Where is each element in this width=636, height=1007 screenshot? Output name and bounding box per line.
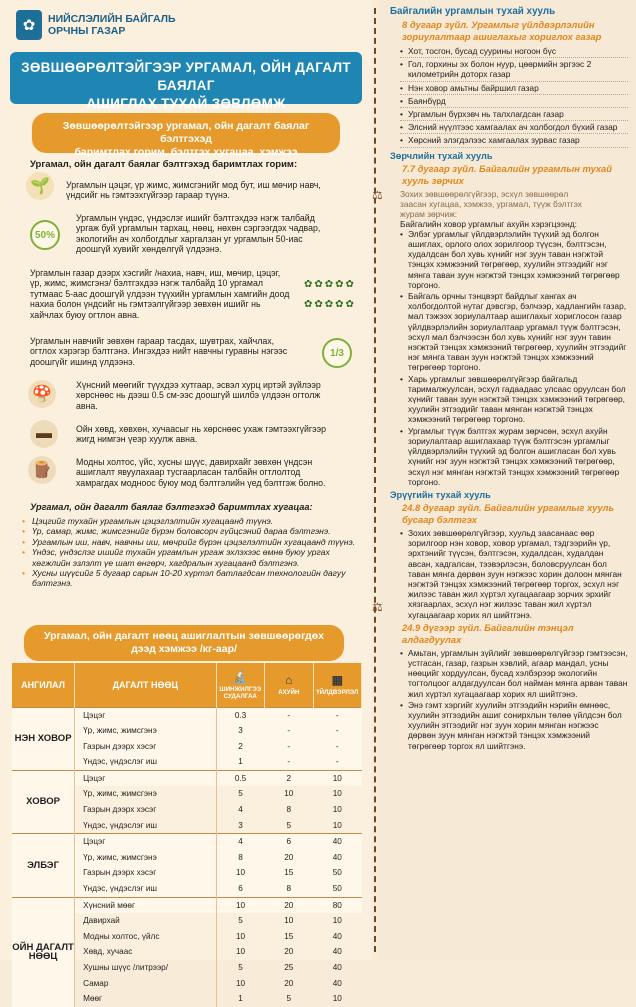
logo-line1: НИЙСЛЭЛИЙН БАЙГАЛЬ <box>48 13 176 25</box>
category-cell: ОЙН ДАГАЛТ НӨӨЦ <box>12 897 75 1007</box>
col-category: АНГИЛАЛ <box>12 663 75 707</box>
regime-heading: Ургамал, ойн дагалт баялаг бэлтгэхэд баримтлах горим: <box>30 159 298 170</box>
household-value: 6 <box>265 834 313 850</box>
resource-cell: Модны холтос, үйлс <box>75 929 216 945</box>
research-value: 4 <box>238 805 243 815</box>
household-value: 8 <box>286 805 292 815</box>
list-item: • Энэ гэмт хэргийг хуулийн этгээдийн нэрийн өмнөөс, хуулийн этгээдийн ашиг сонирхлын төлөө үйлдсэн бол хуулийн этгээдийг нэг зуун хорин мянган нэгжээс дөрвөн зуун мянган нэгжтэй тэнцэх хэмжээний төгрөгөөр торгох ял шийтгэнэ. <box>400 700 628 751</box>
list-item: • Зохих зөвшөөрөлгүйгээр, хуульд заасанаас өөр зорилгоор нэн ховор, ховор ургамал, тэдгээрийн үр, эрхтэнийг түүсэн, бэлтгэсэн, худалдсан, худалдан авсан, хадгалсан, тээвэрлэсэн, боловсруулсан бол таван мянга дөрвөн зуун нэгжээс хорин долоон мянган нэгжтэй тэнцэх хэмжээний төгрөгөөр торгох, эсхүл нэг жилээс таван жил хүртэл хугацаагаар зорчих эрхийг хязгаарлах, эсхүл нэг жилээс таван жил хүртэл хугацаагаар хорих ял шийтгэнэ. <box>400 528 628 620</box>
gavel-icon: ⚖ <box>372 188 383 202</box>
research-value: 8 <box>238 852 243 862</box>
resource-cell: Хөвд, хучаас <box>75 944 216 960</box>
industry-value: 10 <box>313 770 362 786</box>
research-value: 5 <box>238 789 243 799</box>
table-row <box>12 770 362 786</box>
resource-cell: Газрын дээрх хэсэг <box>75 802 216 818</box>
research-value: 2 <box>238 741 243 751</box>
industry-value: 40 <box>313 834 362 850</box>
industry-value: 40 <box>332 931 342 941</box>
article-248-title: 24.8 дугаар зүйл. Байгалийн ургамлыг хууль <box>402 501 615 513</box>
rules-heading: Ургамал, ойн дагалт баялаг бэлтгэхэд баримтлах хугацаа: <box>30 502 313 512</box>
emblem-icon: ✿ <box>16 10 42 40</box>
household-value: - <box>287 741 291 751</box>
research-value: 3 <box>238 726 243 736</box>
article-77-note: Зохих зөвшөөрөлгүйгээр, эсхүл зөвшөөрөл заасан хугацаа, хэмжээ, ургамал, түүж бэлтгэх журам зөрчиж: <box>400 188 582 219</box>
list-item: • Үндэс, үндэслэг ишийг тухайн ургамлын ургаж эхлэхээс өмнө буюу ургах хөгжлийн эзлэлт үе шат өнгөрч, хагдралын хугацаанд бэлтгэнэ. <box>22 547 362 568</box>
resource-cell: Үндэс, үндэслэг иш <box>75 754 216 770</box>
rule-paragraph-3: Ургамлын газар дээрх хэсгийг /нахиа, навч, иш, мөчир, цэцэг, үр, жимс, жимсгэнэ/ бэлтгэхдээ нэгж талбайд 10 ургамал тутмааc 5-аас доошгүй үлдээн түүхийн ургамлын хамгийн доод нахиа болон үндсийг нь гэмтээлгүйгээр зөвхөн ишийг нь хайчлах буюу огтлон авна. <box>30 268 290 320</box>
resource-cell: Давирхай <box>75 913 216 929</box>
list-item: • Харь ургамлыг зөвшөөрөлгүйгээр байгальд тарималжуулсан, эсхүл гадаадаас улсаас оруулсан бол хүнийг таван зуун нэгжтэй тэнцэх хэмжээний төгрөгөөр, хуулийн этгээдийг таван мянган нэгжтэй тэнцэх хэмжээний төгрөгөөр торгоно. <box>400 374 628 425</box>
main-title-banner <box>10 52 362 111</box>
resource-cell: Газрын дээрх хэсэг <box>75 739 216 755</box>
list-item: • Хөрсний элэгдэлээс хамгаалах зурвас газар <box>400 134 628 147</box>
industry-value: - <box>335 741 339 751</box>
industry-value: - <box>313 707 362 723</box>
research-value: 10 <box>235 931 246 941</box>
industry-value: 40 <box>332 852 342 862</box>
industry-value: 50 <box>332 884 342 894</box>
industry-value: 10 <box>332 805 342 815</box>
plant-seedling-icon: 🌱 <box>26 172 54 200</box>
article-249-title: 24.9 дүгээр зүйл. Байгалийн тэнцэл <box>402 621 574 633</box>
research-value: 3 <box>238 820 243 830</box>
resource-cell: Цэцэг <box>75 707 216 723</box>
industry-value: 40 <box>332 947 342 957</box>
article-77-title: 7.7 дугаар зүйл. Байгалийн ургамлын тухай <box>402 162 612 174</box>
household-value: 10 <box>284 916 294 926</box>
resource-cell: Самар <box>75 976 216 992</box>
column-divider <box>374 8 376 952</box>
household-value: 5 <box>286 820 292 830</box>
main-title-line2: АШИГЛАХ ТУХАЙ ЗӨВЛӨМЖ <box>86 96 286 111</box>
rule-paragraph-4: Ургамлын навчийг зөвхөн гараар тасдах, шувтрах, хайчлах, огтлох хэрэгэр бэлтгэнэ. Ингэхдээ нийт навчны гуравны нэгээс доошгүйг ишинд үлдээнэ. <box>30 336 288 367</box>
industry-value: - <box>335 757 339 767</box>
research-value: 10 <box>235 868 246 878</box>
table-title-line1: Ургамал, ойн дагалт нөөц ашиглалтын зөвшөөрөгдөх <box>44 630 324 642</box>
law-title-violations: Зөрчлийн тухай хууль <box>390 150 493 161</box>
logo-line2: ОРЧНЫ ГАЗАР <box>48 25 126 37</box>
industry-value: 10 <box>332 820 342 830</box>
house-icon: ⌂ <box>285 673 293 688</box>
resource-cell: Үр, жимс, жимсгэнэ <box>75 723 216 739</box>
factory-icon: ▦ <box>331 673 343 688</box>
list-item: • Элсний нүүлтээс хамгаалах ач холбогдол бүхий газар <box>400 121 628 134</box>
list-item: • Ургамлыг түүж бэлтгэх журам зөрчсөн, эсхүл ахуйн зориулалтаар ашиглахаар түүж бэлтгэсэн ургамлыг үйлдвэрлэлийн түүхий эд болгон ашигласан бол хувь хүнийг нэг зуун нэгжтэй тэнцэх хэмжээний төгрөгөөр, эсхүл нэг мянган нэгжтэй тэнцэх хэмжээний төгрөгөөр торгоно. <box>400 426 628 487</box>
rule-paragraph-5: Хүнсний мөөгийг түүхдээ хутгаар, эсвэл хурц иртэй зүйлээр хөрснөөс нь дээш 0.5 см-ээс доошгүй шилбэ үлдээн огтолж авна. <box>76 380 321 411</box>
fraction-badge: 1/3 <box>322 338 352 368</box>
industry-value: 10 <box>332 994 342 1004</box>
percent-badge: 50% <box>30 220 60 250</box>
research-value: 1 <box>238 994 243 1004</box>
industry-value: 80 <box>313 897 362 913</box>
category-cell: ЭЛБЭГ <box>12 834 75 897</box>
right-column <box>378 0 636 960</box>
household-value: 10 <box>284 789 294 799</box>
col-industry: ▦ ҮЙЛДВЭРЛЭЛ <box>313 663 362 707</box>
article-249-list <box>400 648 628 751</box>
list-item: • Цэцгийг тухайн ургамлын цэцэглэлтийн хугацаанд түүнэ. <box>22 516 362 526</box>
table-row <box>12 897 362 913</box>
article-77-subtitle: хууль зөрчих <box>402 174 464 186</box>
article-248-subtitle: бусаар бэлтгэх <box>402 513 477 525</box>
resource-cell: Үр, жимс, жимсгэнэ <box>75 850 216 866</box>
log-wood-icon: 🪵 <box>28 456 56 484</box>
list-item: • Баянбүрд <box>400 95 628 108</box>
table-title-banner <box>24 625 344 661</box>
table-header-row <box>12 663 362 707</box>
research-value: 10 <box>235 947 246 957</box>
resource-cell: Хушны шүүс /литрээр/ <box>75 960 216 976</box>
law-title-criminal: Эрүүгийн тухай хууль <box>390 489 491 500</box>
household-value: 15 <box>284 931 294 941</box>
table-row <box>12 834 362 850</box>
list-item: • Ургамлын иш, навч, навчны иш, мөчрийг бүрэн цэцэглэлтийн хугацаанд түүнэ. <box>22 537 362 547</box>
list-item: • Ургамлын бүрхэвч нь талхлагдсан газар <box>400 108 628 121</box>
plant-rows-icon: ✿✿✿✿✿ ✿✿✿✿✿ <box>304 279 356 310</box>
mushroom-icon: 🍄 <box>28 380 56 408</box>
resource-cell: Үндэс, үндэслэг иш <box>75 818 216 834</box>
household-value: 25 <box>284 963 294 972</box>
agency-logo <box>16 10 176 40</box>
table-title-line2: дээд хэмжээ /кг-аар/ <box>131 643 237 655</box>
household-value: 8 <box>286 884 292 894</box>
resource-cell: Газрын дээрх хэсэг <box>75 865 216 881</box>
list-item: • Амьтан, ургамлын зүйлийг зөвшөөрөлгүйгээр гэмтээсэн, устгасан, газар, газрын хэвлий, агаар мандал, усны нөөцийг хордуулсан, бусад хэлбэрээр экологийн тогтолцоог алдагдуулсан бол найман мянга арван таван жил хүртэл хугацаагаар хорих ял шийтгэнэ. <box>400 648 628 699</box>
gavel-icon: ⚖ <box>372 600 383 614</box>
rule-paragraph-2: Ургамлын үндэс, үндэслэг ишийг бэлтгэхдээ нэгж талбайд ургаж буй ургамлын тархац, нөөц, нөхөн сэргээгдэх чадвар, экологийн ач холбогдлыг харгалзан уг ургамлын 50-иас доошгүй хувийг хөндөлгүй үлдээнэ. <box>76 213 321 255</box>
household-value: 20 <box>265 897 313 913</box>
research-value: 5 <box>238 963 243 972</box>
household-value: 15 <box>284 868 294 878</box>
resource-cell: Цэцэг <box>75 834 216 850</box>
col-resource: ДАГАЛТ НӨӨЦ <box>75 663 216 707</box>
list-item: • Үр, самар, жимс, жимсгэнийг бүрэн боловсорч гүйцсэний дараа бэлтгэнэ. <box>22 526 362 536</box>
household-value: 2 <box>265 770 313 786</box>
research-value: 5 <box>238 916 243 926</box>
industry-value: 10 <box>332 789 342 799</box>
table-row <box>12 707 362 723</box>
timing-rules-list <box>22 516 362 589</box>
limits-table <box>12 663 362 1007</box>
rule-paragraph-6: Ойн хөвд, хөвхөн, хучаасыг нь хөрснөөс ухаж гэмтээхгүйгээр жигд нимгэн үеэр хуулж авна. <box>76 424 327 445</box>
category-cell: ХОВОР <box>12 770 75 833</box>
research-value: 4 <box>216 834 264 850</box>
household-value: - <box>287 726 291 736</box>
research-value: 10 <box>235 978 246 988</box>
resource-cell: Үндэс, үндэслэг иш <box>75 881 216 897</box>
category-cell: НЭН ХОВОР <box>12 707 75 770</box>
list-item: • Байгаль орчны тэнцвэрт байдлыг хангах ач холбогдолтой нутаг дэвсгэр, бэлчээр, хадлангийн газар, мал тэжээх зориулалтаар ашиглахыг хориглосон газар үйлдвэрлэлийн зориулалтаар ургамал түүж бэлтгэсэн, эсхүл мал бэлчээсэн бол хувь хүнийг нэг зуун тавин нэгжтэй тэнцэх хэмжээний төгрөгөөр, хуулийн этгээдийг нэг мянга таван зуун нэгжтэй тэнцэх хэмжээний төгрөгөөр торгоно. <box>400 291 628 373</box>
article-8-title: 8 дугаар зүйл. Ургамлыг үйлдвэрлэлийн <box>402 19 595 30</box>
industry-value: 40 <box>332 963 342 972</box>
resource-cell: Хүнсний мөөг <box>75 897 216 913</box>
research-value: 0.5 <box>216 770 264 786</box>
article-8-list <box>400 45 628 148</box>
household-value: - <box>287 757 291 767</box>
list-item: • Хусны шүүсийг 5 дугаар сарын 10-20 хүртэл батлагдсан технологийн дагуу бэлтгэнэ. <box>22 568 362 589</box>
household-value: 20 <box>284 947 294 957</box>
household-value: 5 <box>286 994 292 1004</box>
industry-value: 40 <box>332 978 342 988</box>
research-value: 1 <box>238 757 243 767</box>
resource-cell: Үр, жимс, жимсгэнэ <box>75 786 216 802</box>
resource-cell: Мөөг <box>75 991 216 1007</box>
household-value: - <box>265 707 313 723</box>
moss-soil-icon: ▬ <box>30 420 58 448</box>
subtitle-line1: Зөвшөөрөлтэйгээр ургамал, ойн дагалт баялаг бэлтгэхэд <box>62 120 310 145</box>
research-value: 6 <box>238 884 243 894</box>
article-77-list <box>400 229 628 487</box>
household-value: 20 <box>284 852 294 862</box>
subtitle-banner <box>32 113 340 158</box>
industry-value: 10 <box>332 916 342 926</box>
list-item: • Нэн ховор амьтны байршил газар <box>400 82 628 95</box>
col-research: 🔬 ШИНЖИЛГЭЭ СУДАЛГАА <box>216 663 264 707</box>
subtitle-line2: баримтлах горим, бэлтгэх хугацаа, хэмжээ <box>74 146 298 158</box>
col-household: ⌂ АХУЙН <box>265 663 313 707</box>
list-item: • Элбэг ургамлыг үйлдвэрлэлийн түүхий эд болгон ашиглах, орлого олох зорилгоор түүсэн, бэлтгэсэн, худалдсан бол хувь хүнийг нэг зуун таван нэгжтэй тэнцэх хэмжээний төгрөгөөр, хуулийн этгээдийг нэг мянга таван зуун нэгжтэй тэнцэх хэмжээний төгрөгөөр торгоно. <box>400 229 628 290</box>
research-value: 10 <box>216 897 264 913</box>
microscope-icon: 🔬 <box>232 669 248 684</box>
article-249-subtitle: алдагдуулах <box>402 633 462 645</box>
industry-value: - <box>335 726 339 736</box>
household-value: 20 <box>284 978 294 988</box>
list-item: • Хот, тосгон, бусад суурины ногоон бүс <box>400 45 628 58</box>
list-item: • Гол, горхины эх болон нуур, цөөрмийн эргээс 2 километрийн доторх газар <box>400 58 628 81</box>
article-77-lead: Байгалийн ховор ургамлыг ахуйн хэрэгцээнд: <box>400 218 577 229</box>
law-title-plants: Байгалийн ургамлын тухай хууль <box>390 6 556 17</box>
research-value: 0.3 <box>216 707 264 723</box>
article-248-list <box>400 528 628 620</box>
main-title-line1: ЗӨВШӨӨРӨЛТЭЙГЭЭР УРГАМАЛ, ОЙН ДАГАЛТ БАЯЛАГ <box>21 60 351 93</box>
article-8-subtitle: зориулалтаар ашиглахыг хориглох газар <box>402 31 602 42</box>
industry-value: 50 <box>332 868 342 878</box>
rule-paragraph-7: Модны холтос, үйс, хусны шүүс, давирхайг зөвхөн үндсэн ашиглалт явуулахаар тусгаарласан талбайн огтлолтод хамрагдах модноос буюу мод бэлтгэлийн үед бэлтгэж болно. <box>76 457 326 488</box>
resource-cell: Цэцэг <box>75 770 216 786</box>
rule-paragraph-1: Ургамлын цэцэг, үр жимс, жимсгэнийг мод бут, иш мөчир навч, үндсийг нь гэмтээхгүйгээр гараар түүнэ. <box>66 180 321 201</box>
